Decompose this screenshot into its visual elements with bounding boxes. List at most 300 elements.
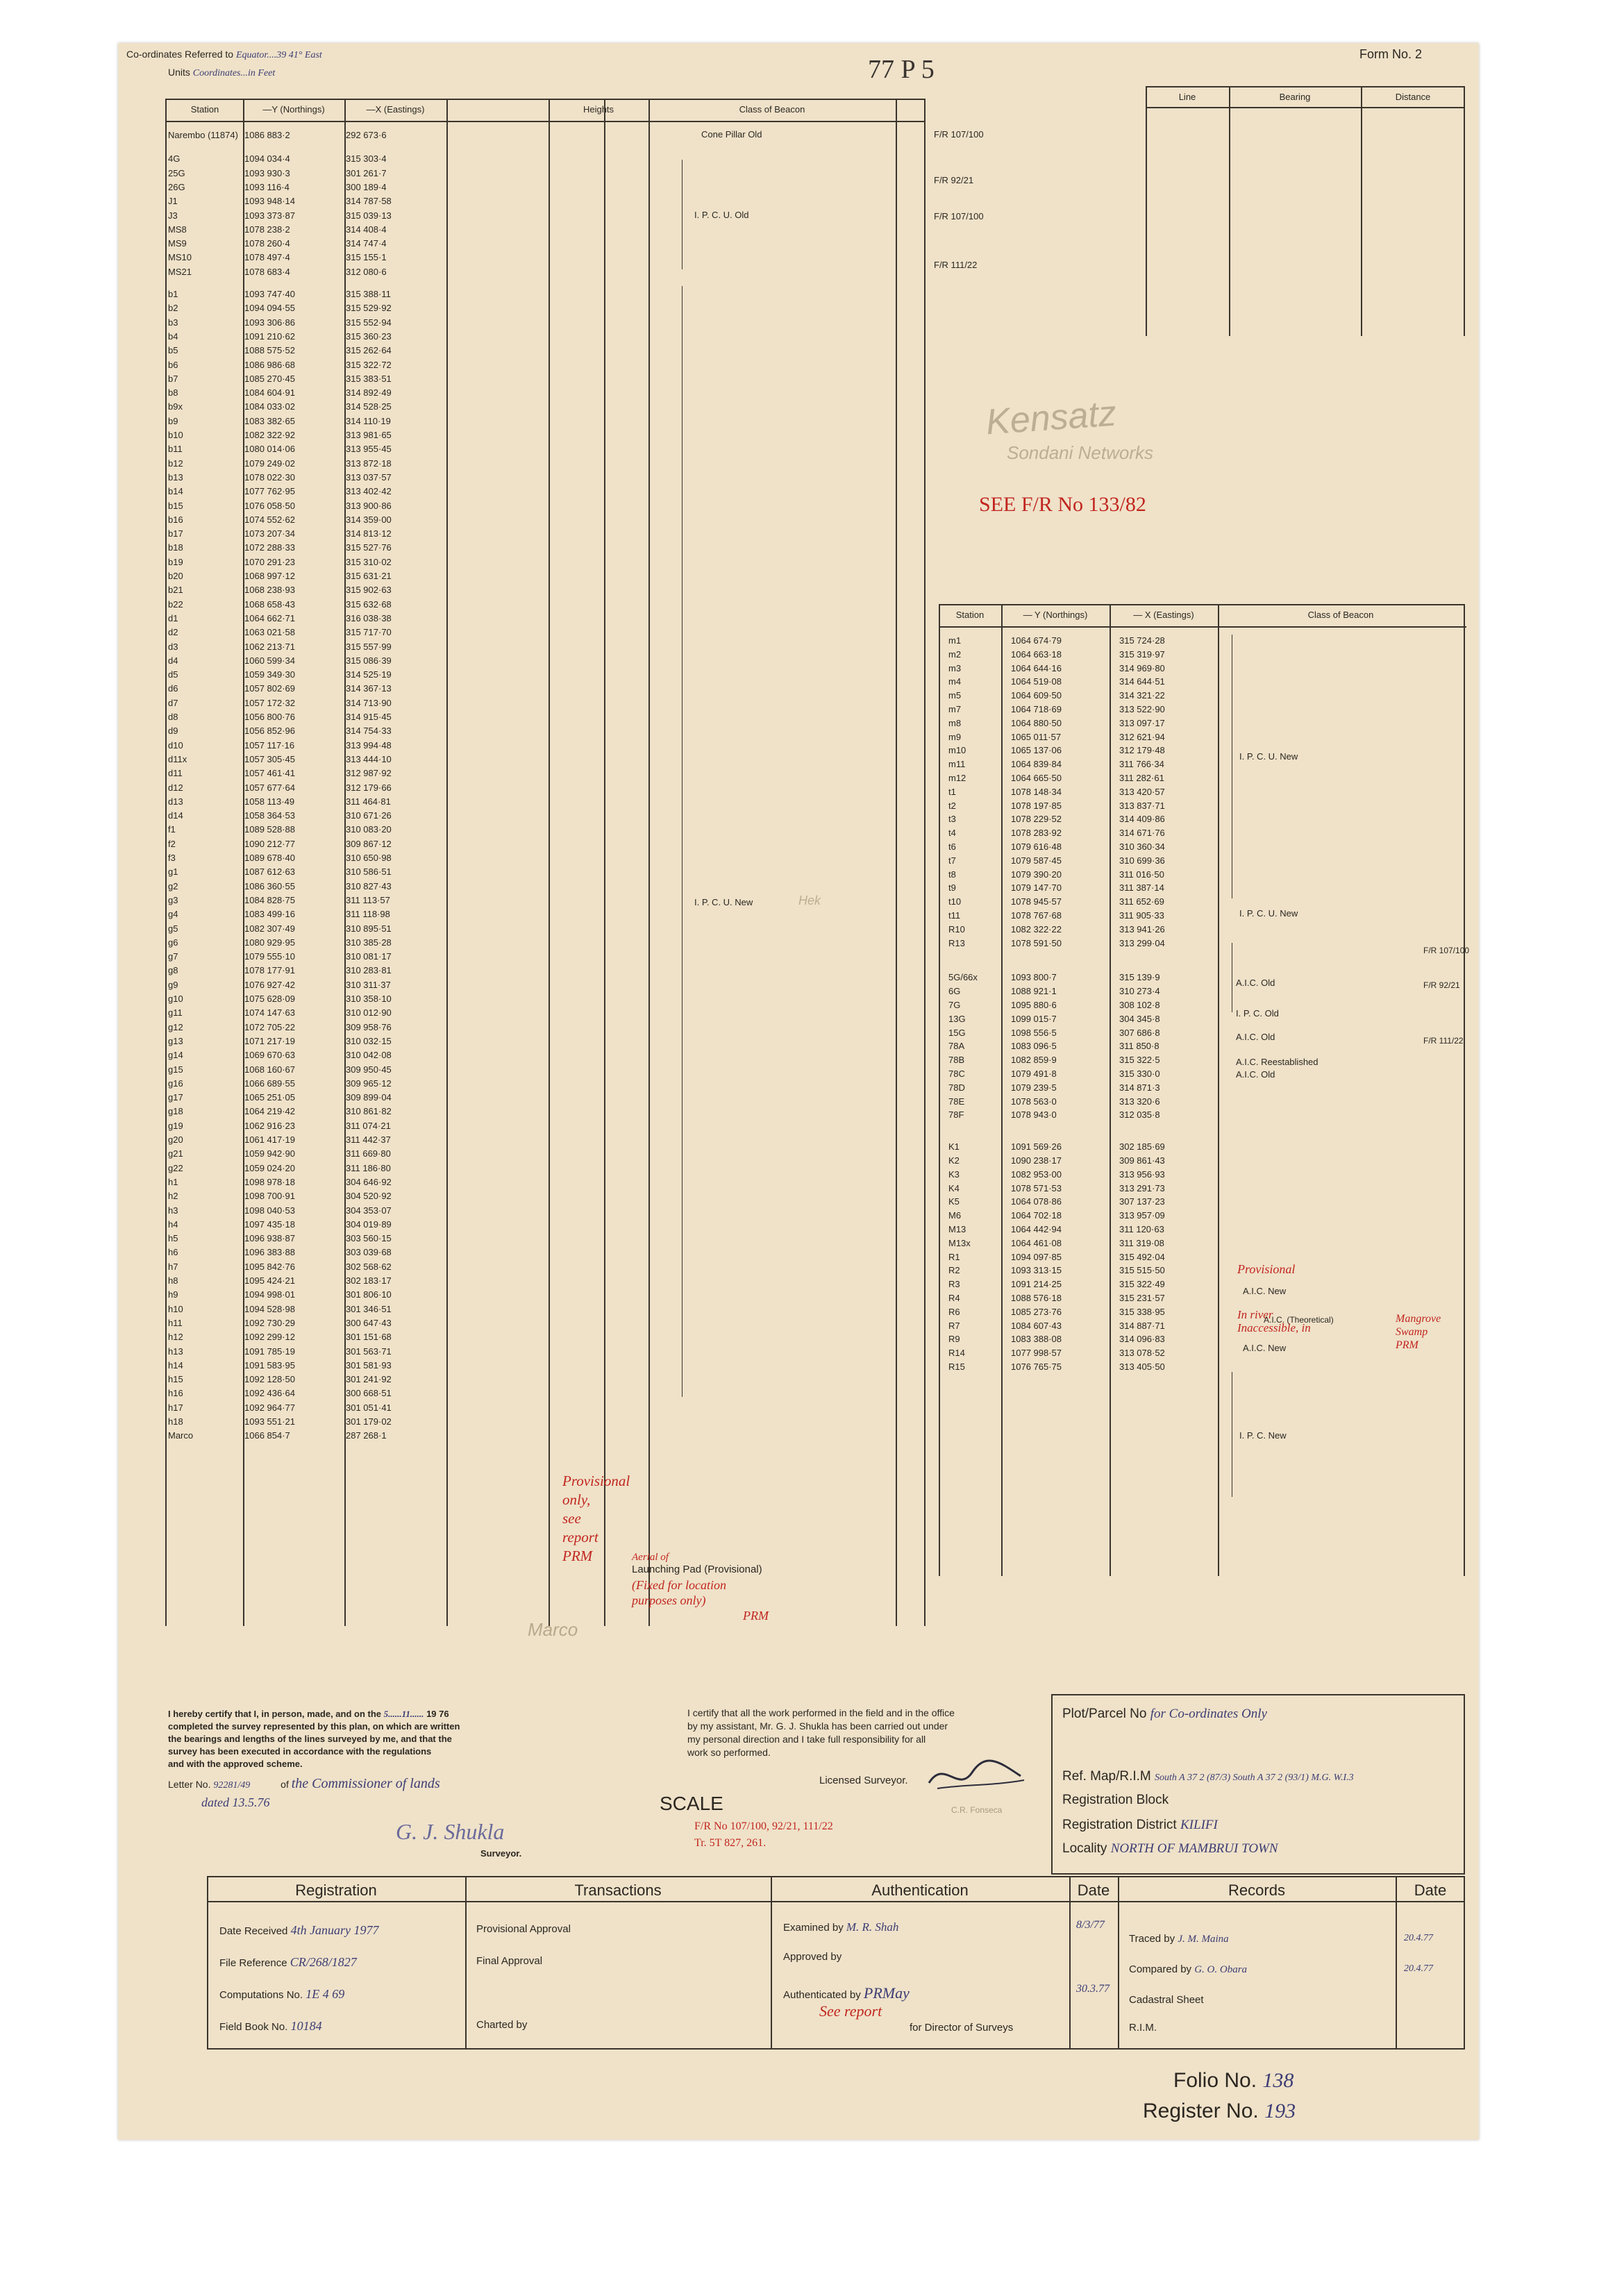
northing-cell: 1066 689·55 [244,1078,296,1089]
station-cell: M13 [948,1224,966,1234]
station-cell: f2 [168,838,176,849]
easting-cell: 314 409·86 [1119,814,1165,825]
station-cell: m12 [948,773,966,783]
station-cell: R2 [948,1265,960,1276]
r-class-aic-new-2: A.I.C. New [1243,1343,1287,1353]
northing-cell: 1098 556·5 [1011,1027,1057,1038]
easting-cell: 313 299·04 [1119,937,1165,948]
red-provisional-right: Provisional [1237,1262,1296,1276]
station-cell: b15 [168,500,183,511]
northing-cell: 1062 916·23 [244,1120,296,1131]
station-cell: g14 [168,1050,183,1061]
station-cell: f1 [168,824,176,835]
station-cell: h11 [168,1317,183,1328]
northing-cell: 1065 137·06 [1011,745,1062,756]
station-cell: g9 [168,979,178,990]
easting-cell: 313 402·42 [346,486,392,497]
northing-cell: 1091 214·25 [1011,1279,1062,1290]
easting-cell: 310 671·26 [346,810,392,821]
northing-cell: 1079 239·5 [1011,1082,1057,1093]
easting-cell: 311 652·69 [1119,896,1164,907]
easting-cell: 310 311·37 [346,979,391,990]
station-cell: g22 [168,1162,183,1173]
northing-cell: 1079 390·20 [1011,869,1062,880]
northing-cell: 1079 147·70 [1011,882,1062,894]
th-registration: Registration [295,1882,377,1899]
th-r-eastings: — X (Eastings) [1133,610,1194,620]
r-class-ipcu-new-r: I. P. C. U. New [1239,908,1298,919]
easting-cell: 315 360·23 [346,330,392,342]
northing-cell: 1082 322·92 [244,430,296,440]
class-cone-pillar: Cone Pillar Old [701,129,762,140]
northing-cell: 1071 217·19 [244,1035,296,1046]
easting-cell: 313 837·71 [1119,800,1165,811]
rim-label: R.I.M. [1129,2022,1157,2034]
station-cell: g4 [168,909,178,920]
easting-cell: 301 151·68 [346,1332,392,1343]
northing-cell: 1078 148·34 [1011,786,1062,797]
easting-cell: 315 330·0 [1119,1069,1160,1079]
station-cell: h15 [168,1374,183,1385]
th-heights: Heights [583,104,614,115]
r-fr-2: F/R 92/21 [1423,980,1460,990]
station-cell: g18 [168,1106,183,1117]
station-cell: g12 [168,1021,183,1032]
station-cell: m4 [948,676,962,687]
easting-cell: 287 268·1 [346,1430,387,1441]
station-cell: R14 [948,1348,965,1359]
station-cell: d5 [168,669,178,680]
easting-cell: 314 525·19 [346,669,392,680]
station-cell: 7G [948,1000,961,1010]
easting-cell: 301 563·71 [346,1346,392,1357]
northing-cell: 1092 128·50 [244,1374,296,1385]
northing-cell: 1069 670·63 [244,1050,296,1061]
provisional-approval: Provisional Approval [476,1923,571,1935]
easting-cell: 312 179·48 [1119,745,1165,756]
easting-cell: 313 941·26 [1119,923,1165,935]
easting-cell: 314 892·49 [346,387,392,399]
easting-cell: 314 408·4 [346,224,387,235]
northing-cell: 1088 575·52 [244,345,296,356]
easting-cell: 314 787·58 [346,196,392,207]
easting-cell: 311 016·50 [1119,869,1164,880]
easting-cell: 307 686·8 [1119,1027,1160,1038]
easting-cell: 310 650·98 [346,853,392,863]
station-cell: m3 [948,662,962,673]
pencil-subtitle: Sondani Networks [1007,442,1153,463]
station-cell: g20 [168,1134,183,1145]
station-cell: b21 [168,585,183,596]
northing-cell: 1059 349·30 [244,669,296,680]
station-cell: b16 [168,514,183,525]
northing-cell: 1090 212·77 [244,838,296,849]
station-cell: R1 [948,1251,960,1262]
easting-cell: 315 515·50 [1119,1265,1165,1276]
easting-cell: 313 956·93 [1119,1168,1165,1180]
station-cell: m2 [948,648,962,660]
scale-label: SCALE [660,1793,723,1814]
northing-cell: 1078 591·50 [1011,937,1062,948]
station-cell: g11 [168,1007,183,1019]
northing-cell: 1083 096·5 [1011,1041,1057,1052]
station-cell: 4G [168,153,181,165]
easting-cell: 315 139·9 [1119,972,1160,983]
line-bearing-table [1146,86,1465,336]
station-cell: b6 [168,359,178,370]
station-cell: R4 [948,1293,960,1303]
aerial-note: Aerial of Launching Pad (Provisional) [632,1552,762,1575]
see-fr-note: SEE F/R No 133/82 [979,493,1146,516]
station-cell: Narembo (11874) [168,130,238,140]
easting-cell: 309 950·45 [346,1064,392,1075]
northing-cell: 1084 604·91 [244,387,296,399]
r-class-ipcu-new-m: I. P. C. U. New [1239,751,1298,762]
station-cell: t9 [948,882,956,894]
station-cell: b18 [168,542,183,553]
pencil-marco: Marco [528,1619,578,1640]
station-cell: t2 [948,800,956,811]
northing-cell: 1064 519·08 [1011,676,1062,687]
station-cell: b1 [168,289,178,299]
station-cell: h4 [168,1218,178,1230]
easting-cell: 301 581·93 [346,1359,392,1371]
easting-cell: 300 647·43 [346,1317,392,1328]
coords-referred: Co-ordinates Referred to Equator....39 41° East [126,49,322,60]
easting-cell: 315 632·68 [346,598,392,610]
northing-cell: 1083 388·08 [1011,1334,1062,1345]
easting-cell: 314 321·22 [1119,690,1165,701]
easting-cell: 313 320·6 [1119,1096,1160,1107]
station-cell: h13 [168,1346,183,1357]
station-cell: 78C [948,1069,965,1079]
final-approval: Final Approval [476,1955,543,1967]
northing-cell: 1076 058·50 [244,500,296,511]
easting-cell: 310 385·28 [346,937,392,948]
station-cell: m7 [948,704,962,714]
northing-cell: 1064 702·18 [1011,1210,1062,1221]
traced-date: 20.4.77 [1404,1933,1433,1943]
northing-cell: 1058 364·53 [244,810,296,821]
northing-cell: 1086 360·55 [244,880,296,891]
northing-cell: 1089 528·88 [244,824,296,835]
station-cell: g16 [168,1078,183,1089]
station-cell: m1 [948,635,962,646]
station-cell: h14 [168,1359,183,1371]
station-cell: m10 [948,745,966,756]
easting-cell: 314 813·12 [346,528,392,539]
easting-cell: 315 086·39 [346,655,392,666]
computations-no: Computations No. 1E 4 69 [219,1987,345,2001]
easting-cell: 302 183·17 [346,1275,392,1286]
pencil-center: Hek [798,894,821,907]
easting-cell: 301 261·7 [346,167,387,178]
station-cell: t10 [948,896,962,907]
easting-cell: 309 861·43 [1119,1155,1165,1166]
station-cell: d7 [168,697,178,708]
form-number: Form No. 2 [1359,47,1423,61]
th-r-class: Class of Beacon [1307,610,1374,620]
easting-cell: 314 915·45 [346,712,392,722]
station-cell: d11x [168,753,187,764]
licensed-surveyor: Licensed Surveyor. [819,1775,908,1786]
northing-cell: 1078 945·57 [1011,896,1062,907]
r-fr-1: F/R 107/100 [1423,946,1470,955]
easting-cell: 309 965·12 [346,1078,392,1089]
easting-cell: 312 080·6 [346,266,387,277]
station-cell: b3 [168,317,178,328]
easting-cell: 311 113·57 [346,894,390,905]
station-cell: b11 [168,444,183,455]
easting-cell: 309 958·76 [346,1021,392,1032]
easting-cell: 310 032·15 [346,1035,392,1046]
station-cell: g10 [168,994,183,1004]
northing-cell: 1097 435·18 [244,1218,296,1230]
northing-cell: 1078 229·52 [1011,814,1062,825]
easting-cell: 311 074·21 [346,1120,391,1131]
station-cell: J1 [168,196,178,207]
northing-cell: 1093 306·86 [244,317,296,328]
northing-cell: 1093 116·4 [244,181,290,192]
northing-cell: 1086 883·2 [244,130,290,140]
northing-cell: 1076 765·75 [1011,1361,1062,1372]
easting-cell: 314 528·25 [346,401,392,412]
northing-cell: 1084 607·43 [1011,1320,1062,1331]
northing-cell: 1065 011·57 [1011,731,1062,742]
surveyor-signature: G. J. Shukla [396,1819,505,1844]
surveyor-label: Surveyor. [480,1848,522,1859]
easting-cell: 292 673·6 [346,130,387,140]
station-cell: m9 [948,731,962,742]
easting-cell: 303 560·15 [346,1233,392,1244]
auth-date: 30.3.77 [1076,1983,1110,1995]
th-r-station: Station [955,610,985,620]
northing-cell: 1078 197·85 [1011,800,1062,811]
station-cell: 78E [948,1096,965,1107]
station-cell: b10 [168,430,183,440]
station-cell: g15 [168,1064,183,1075]
station-cell: K5 [948,1196,960,1207]
northing-cell: 1076 927·42 [244,979,296,990]
reg-district: Registration District KILIFI [1062,1818,1218,1832]
northing-cell: 1095 842·76 [244,1261,296,1272]
easting-cell: 307 137·23 [1119,1196,1165,1207]
easting-cell: 314 871·3 [1119,1082,1160,1093]
red-river-note: In river Inaccessible, in [1237,1308,1311,1334]
station-cell: h5 [168,1233,178,1244]
station-cell: g5 [168,923,178,934]
northing-cell: 1078 177·91 [244,965,296,976]
northing-cell: 1064 662·71 [244,612,296,623]
easting-cell: 310 042·08 [346,1050,392,1061]
northing-cell: 1059 942·90 [244,1148,296,1159]
northing-cell: 1063 021·58 [244,627,296,638]
th-bearing: Bearing [1279,92,1311,102]
folio-no: Folio No. 138 [1173,2069,1294,2092]
northing-cell: 1057 117·16 [244,739,295,751]
easting-cell: 314 110·19 [346,415,391,426]
northing-cell: 1079 587·45 [1011,855,1062,866]
easting-cell: 313 994·48 [346,739,392,751]
station-cell: b9x [168,401,183,412]
northing-cell: 1093 373·87 [244,210,296,221]
th-authentication: Authentication [871,1882,969,1899]
fr-ref-1: F/R 107/100 [934,129,984,140]
northing-cell: 1082 307·49 [244,923,296,934]
easting-cell: 316 038·38 [346,612,392,623]
northing-cell: 1080 929·95 [244,937,296,948]
easting-cell: 301 051·41 [346,1402,392,1413]
easting-cell: 313 444·10 [346,753,392,764]
red-provisional-note: Provisional only, see report PRM [562,1473,630,1564]
station-cell: K1 [948,1141,960,1153]
northing-cell: 1079 555·10 [244,951,296,962]
class-ipcu-old: I. P. C. U. Old [694,210,749,220]
easting-cell: 315 039·13 [346,210,392,221]
northing-cell: 1095 880·6 [1011,1000,1057,1010]
easting-cell: 311 850·8 [1119,1041,1160,1052]
pencil-name: C.R. Fonseca [951,1805,1003,1815]
station-cell: MS10 [168,252,192,263]
station-cell: b12 [168,458,183,469]
easting-cell: 311 118·98 [346,909,390,920]
station-cell: m11 [948,759,966,770]
easting-cell: 310 273·4 [1119,986,1160,997]
station-cell: 6G [948,986,961,997]
northing-cell: 1093 800·7 [1011,972,1057,983]
northing-cell: 1072 705·22 [244,1021,296,1032]
station-cell: b8 [168,387,178,399]
northing-cell: 1092 964·77 [244,1402,296,1413]
northing-cell: 1064 839·84 [1011,759,1062,770]
station-cell: M6 [948,1210,962,1221]
station-cell: b14 [168,486,183,497]
ref-map: Ref. Map/R.I.M South A 37 2 (87/3) South A 37 2 (93/1) M.G. W.I.3 [1062,1769,1354,1784]
easting-cell: 311 120·63 [1119,1224,1164,1234]
northing-cell: 1082 953·00 [1011,1168,1062,1180]
northing-cell: 1079 249·02 [244,458,296,469]
station-cell: h6 [168,1247,178,1258]
northing-cell: 1064 078·86 [1011,1196,1062,1207]
station-cell: h3 [168,1205,178,1216]
station-cell: d9 [168,726,178,737]
r-class-aic-reest: A.I.C. Reestablished [1236,1057,1318,1067]
easting-cell: 304 345·8 [1119,1013,1160,1024]
r-class-ipc-old: I. P. C. Old [1236,1008,1279,1019]
northing-cell: 1057 305·45 [244,753,296,764]
examined-by: Examined by M. R. Shah [783,1920,899,1934]
r-fr-3: F/R 111/22 [1423,1036,1464,1046]
northing-cell: 1085 273·76 [1011,1306,1062,1317]
easting-cell: 315 155·1 [346,252,387,263]
northing-cell: 1078 283·92 [1011,828,1062,839]
northing-cell: 1073 207·34 [244,528,296,539]
station-cell: Marco [168,1430,194,1441]
northing-cell: 1078 943·0 [1011,1109,1057,1121]
th-line: Line [1178,92,1196,102]
easting-cell: 315 631·21 [346,571,392,581]
northing-cell: 1078 767·68 [1011,910,1062,921]
northing-cell: 1060 599·34 [244,655,296,666]
easting-cell: 315 383·51 [346,373,392,384]
red-swamp-note: Mangrove Swamp PRM [1396,1313,1441,1351]
pencil-signature: Kensatz [985,393,1118,443]
northing-cell: 1077 762·95 [244,486,296,497]
station-cell: 78D [948,1082,965,1093]
northing-cell: 1091 785·19 [244,1346,296,1357]
easting-cell: 302 185·69 [1119,1141,1165,1153]
northing-cell: 1096 938·87 [244,1233,296,1244]
northing-cell: 1064 880·50 [1011,717,1062,728]
easting-cell: 310 699·36 [1119,855,1165,866]
northing-cell: 1082 322·22 [1011,923,1062,935]
station-cell: b20 [168,571,183,581]
northing-cell: 1064 442·94 [1011,1224,1062,1234]
easting-cell: 311 282·61 [1119,773,1164,783]
station-cell: b19 [168,556,183,567]
traced-by: Traced by J. M. Maina [1129,1933,1229,1945]
tr-ref: Tr. 5T 827, 261. [694,1837,767,1849]
easting-cell: 313 872·18 [346,458,392,469]
northing-cell: 1058 113·49 [244,796,295,807]
station-cell: MS21 [168,266,192,277]
easting-cell: 314 713·90 [346,697,392,708]
letter-no: Letter No. 92281/49 of the Commissioner of lands [168,1776,440,1791]
northing-cell: 1083 382·65 [244,415,296,426]
easting-cell: 314 359·00 [346,514,392,525]
easting-cell: 313 078·52 [1119,1348,1165,1359]
easting-cell: 310 083·20 [346,824,392,835]
northing-cell: 1072 288·33 [244,542,296,553]
northing-cell: 1094 528·98 [244,1303,296,1314]
easting-cell: 309 899·04 [346,1092,392,1103]
northing-cell: 1056 800·76 [244,712,296,722]
station-cell: h12 [168,1332,183,1343]
station-cell: h8 [168,1275,178,1286]
easting-cell: 304 520·92 [346,1191,392,1202]
easting-cell: 314 747·4 [346,238,387,249]
northing-cell: 1059 024·20 [244,1162,296,1173]
easting-cell: 310 827·43 [346,880,392,891]
easting-cell: 303 039·68 [346,1247,392,1258]
northing-cell: 1064 674·79 [1011,635,1062,646]
easting-cell: 304 019·89 [346,1218,392,1230]
r-class-aic-old-2: A.I.C. Old [1236,1032,1275,1042]
station-cell: g8 [168,965,178,976]
station-cell: K2 [948,1155,960,1166]
station-cell: h16 [168,1388,183,1399]
compared-by: Compared by G. O. Obara [1129,1963,1248,1975]
station-cell: h1 [168,1176,178,1187]
station-cell: 5G/66x [948,972,978,983]
northing-cell: 1091 583·95 [244,1359,296,1371]
northing-cell: 1093 551·21 [244,1416,296,1427]
easting-cell: 314 367·13 [346,683,392,694]
station-cell: M13x [948,1237,971,1248]
class-ipcu-new: I. P. C. U. New [694,897,753,907]
northing-cell: 1094 034·4 [244,153,290,165]
station-cell: m8 [948,717,962,728]
northing-cell: 1091 210·62 [244,330,296,342]
station-cell: b9 [168,415,178,426]
easting-cell: 311 186·80 [346,1162,391,1173]
northing-cell: 1068 997·12 [244,571,296,581]
northing-cell: 1078 260·4 [244,238,290,249]
th-station: Station [190,104,219,115]
northing-cell: 1092 730·29 [244,1317,296,1328]
station-cell: 78B [948,1055,965,1066]
station-cell: t11 [948,910,961,921]
